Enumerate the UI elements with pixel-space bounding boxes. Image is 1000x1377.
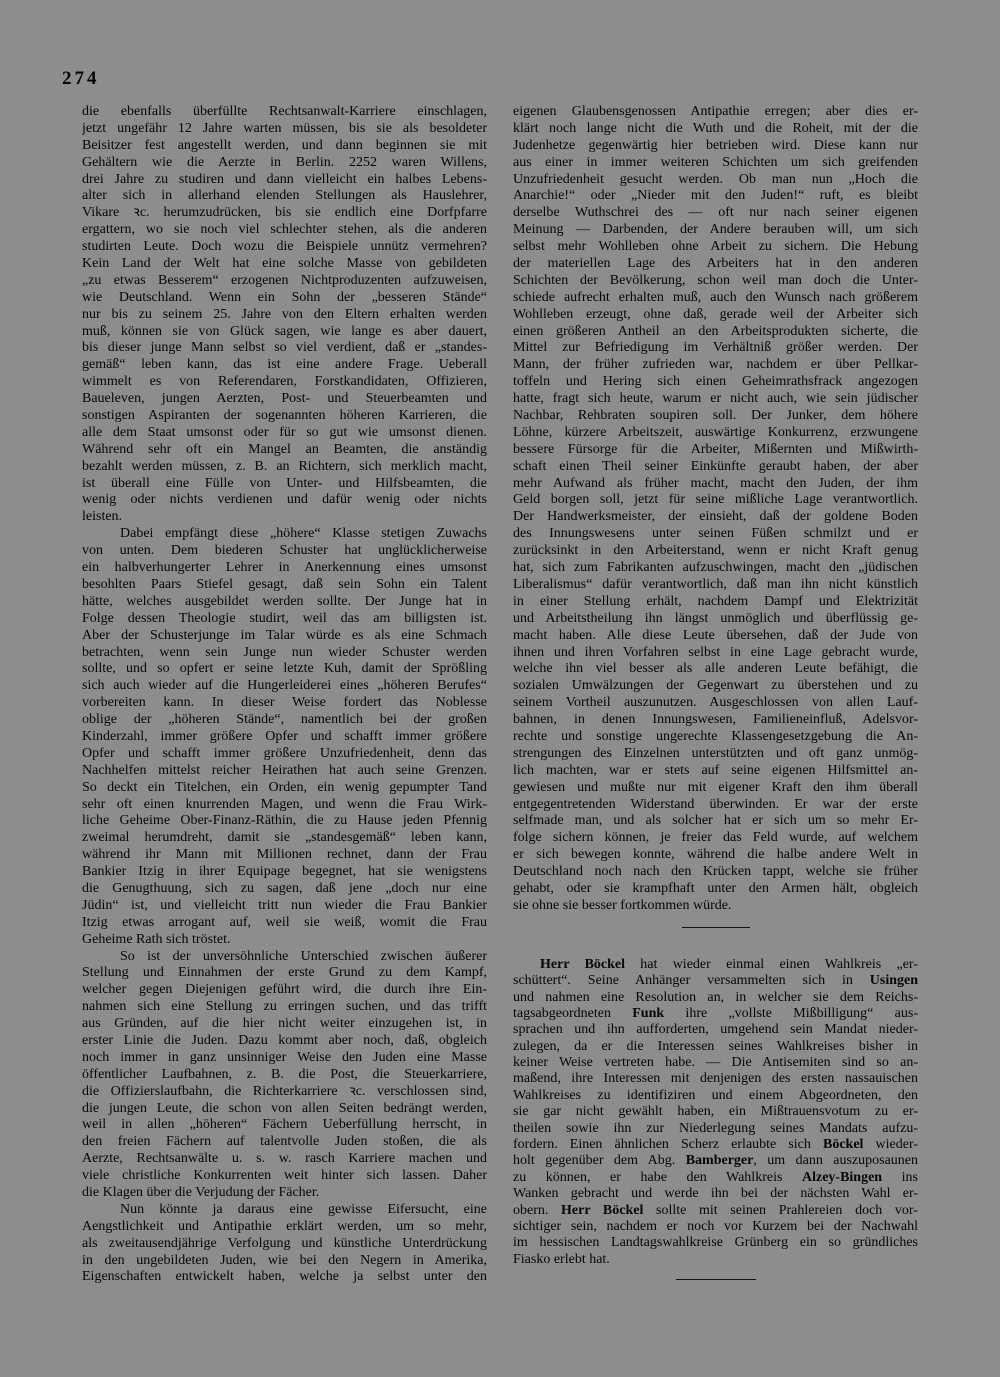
text-run: fordern. Einen ähnlichen Scherz erlaubte sich bbox=[513, 1137, 823, 1153]
text-line: rechte und sonstige ungerechte Klassengesetzgebung die An- bbox=[513, 728, 918, 744]
text-line: bahnen, in denen Innungswesen, Familieneinfluß, Adelsvor- bbox=[513, 712, 918, 728]
emphasized-name: Usingen bbox=[869, 973, 918, 989]
text-line: besohlten Paars Stiefel gesagt, daß sein Sohn ein Talent bbox=[82, 576, 487, 592]
text-line: gehabt, oder sie krampfhaft unter den Armen hält, obgleich bbox=[513, 880, 918, 896]
text-line: Itzig etwas arrogant auf, weil sie weiß, womit die Frau bbox=[82, 914, 487, 930]
text-line: alter sich in allerhand elenden Stellungen als Hauslehrer, bbox=[82, 188, 487, 204]
text-line: Wohlleben erzeugt, ohne daß, gerade weil der Arbeiter sich bbox=[513, 306, 918, 322]
text-line: Fiasko erlebt hat. bbox=[513, 1251, 610, 1267]
text-line: Opfer und schafft immer größere Unzufriedenheit, denn das bbox=[82, 745, 487, 761]
text-line: betrachten, wenn sein Junge nun wieder Schuster werden bbox=[82, 644, 487, 660]
text-line: die jungen Leute, die schon von allen Seiten bedrängt werden, bbox=[82, 1100, 487, 1116]
text-line: selbst mehr Wohlleben ohne Arbeit zu sichern. Die Hebung bbox=[513, 239, 918, 255]
text-line: Der Handwerksmeister, der einsieht, daß der goldene Boden bbox=[513, 509, 918, 525]
text-line: zweimal herumdreht, damit sie „standesgemäß“ leben kann, bbox=[82, 830, 487, 846]
text-line: welcher gegen Diejenigen geführt wird, die durch ihre Ein- bbox=[82, 982, 487, 998]
text-run: tagsabgeordneten bbox=[513, 1005, 633, 1021]
text-line: Unzufriedenheit gesucht werden. Ob man nun „Hoch die bbox=[513, 171, 918, 187]
text-line: macht haben. Alle diese Leute übersehen, daß der Jude von bbox=[513, 627, 918, 643]
text-line: die ebenfalls überfüllte Rechtsanwalt-Karriere einschlagen, bbox=[82, 104, 487, 119]
text-line: in den ungebildeten Juden, wie bei den Negern in Amerika, bbox=[82, 1252, 487, 1268]
emphasized-name: Bamberger bbox=[685, 1153, 754, 1169]
text-run: ihre „vollste Mißbilligung“ aus- bbox=[664, 1005, 918, 1021]
text-line: Baueleven, jungen Aerzten, Post- und Steuerbeamten und bbox=[82, 391, 487, 407]
text-line: leisten. bbox=[82, 509, 123, 525]
text-line bbox=[513, 1170, 918, 1186]
text-line: So deckt ein Titelchen, ein Orden, ein wenig gepumpter Tand bbox=[82, 779, 487, 795]
text-line: Schichten der Bevölkerung, schon weil man doch die Unter- bbox=[513, 272, 918, 288]
text-line: sehr oft einen knurrenden Magen, und wenn die Frau Wirk- bbox=[82, 796, 487, 812]
text-line: während ihr Mann mit Millionen rechnet, dann der Frau bbox=[82, 847, 487, 863]
text-line: sie gar nicht gewählt haben, ein Mißtrauensvotum zu er- bbox=[513, 1104, 918, 1120]
text-line: Beisitzer fest angestellt werden, und dann beginnen sie mit bbox=[82, 137, 487, 153]
text-line: noch immer in ganz unsinniger Weise den Juden eine Masse bbox=[82, 1049, 487, 1065]
text-run: sollte mit seinen Prahlereien doch vor- bbox=[643, 1202, 918, 1218]
text-line: seinem Vortheil auszunutzen. Ausgeschlossen von allen Lauf- bbox=[513, 695, 918, 711]
text-line: bessere Fürsorge für die Arbeiter, Mißernten und Mißwirth- bbox=[513, 441, 918, 457]
text-line: in einer Stellung erhält, nachdem Dampf und Elektrizität bbox=[513, 593, 918, 609]
text-line: öffentlicher Laufbahnen, z. B. die Post, die Steuerkarriere, bbox=[82, 1066, 487, 1082]
paragraph bbox=[82, 1202, 487, 1286]
text-line: jetzt ungefähr 12 Jahre warten müssen, bis sie als besoldeter bbox=[82, 120, 487, 136]
text-line: im hessischen Landtagswahlkreise Grünberg ein so gründliches bbox=[513, 1235, 918, 1251]
text-line: zurücksinkt in den Arbeiterstand, wenn er nicht Kraft genug bbox=[513, 543, 918, 559]
text-run: holt gegenüber dem Abg. bbox=[513, 1153, 686, 1169]
text-line: entgegentretenden Widerstand überwinden. Er war der erste bbox=[513, 796, 918, 812]
text-line: gemäß“ leben kann, das ist eine andere Frage. Ueberall bbox=[82, 357, 487, 373]
text-line: Wahlkreises zu identifiziren und einem Abgeordneten, den bbox=[513, 1087, 918, 1103]
text-line: klärt noch lange nicht die Wuth und die Roheit, mit der die bbox=[513, 120, 918, 136]
section-divider bbox=[676, 1279, 756, 1280]
text-line: folge sichern können, je freier das Feld wurde, auf welchem bbox=[513, 830, 918, 846]
text-line: zulegen, da er die Interessen seines Wahlkreises bisher in bbox=[513, 1038, 918, 1054]
text-line: sollte, und so opfert er seine letzte Kuh, damit der Sprößling bbox=[82, 661, 487, 677]
text-line: Folge dessen Theologie studirt, weil das am billigsten ist. bbox=[82, 610, 487, 626]
text-line: Nachbar, Rehbraten soupiren soll. Der Junker, dem höhere bbox=[513, 408, 918, 424]
text-line bbox=[513, 1203, 918, 1219]
paragraph bbox=[82, 526, 487, 948]
text-run: obern. bbox=[513, 1202, 562, 1218]
text-line: alle dem Staat umsonst oder für so gut wie umsonst dienen. bbox=[82, 424, 487, 440]
section-divider bbox=[682, 927, 750, 928]
text-line bbox=[513, 1006, 918, 1022]
text-line: hätte, welches ausgebildet werden sollte. Der Junge hat in bbox=[82, 593, 487, 609]
text-line: Geld borgen soll, jetzt für seine mißliche Lage verantwortlich. bbox=[513, 492, 918, 508]
text-line: sich auch wieder auf die Hungerleiderei eines „höheren Berufes“ bbox=[82, 678, 487, 694]
text-line: ist überall eine Fülle von Unter- und Hilfsbeamten, die bbox=[82, 475, 487, 491]
text-line: vorbereiten kann. In dieser Weise fordert das Noblesse bbox=[82, 695, 487, 711]
text-run: zu können, er habe den Wahlkreis bbox=[513, 1169, 802, 1185]
news-item-paragraph bbox=[513, 957, 918, 1268]
text-line: toffeln und Hering sich einen Geheimrathsfrack angezogen bbox=[513, 374, 918, 390]
emphasized-name: Alzey-Bingen bbox=[801, 1169, 883, 1185]
text-line: wenig oder nichts verdienen und dafür wenig oder nichts bbox=[82, 492, 487, 508]
text-line: liche Geheime Ober-Finanz-Räthin, die zu Hause jeden Pfennig bbox=[82, 813, 487, 829]
text-line: strengungen des Einzelnen unterstützten und oft ganz unmög- bbox=[513, 745, 918, 761]
text-line: Aber der Schusterjunge im Talar würde es als eine Schmach bbox=[82, 627, 487, 643]
left-column bbox=[82, 104, 487, 1286]
text-line: sozialen Umwälzungen der Gegenwart zu überstehen und zu bbox=[513, 678, 918, 694]
text-line: nur bis zu seinem 25. Jahre von den Eltern erhalten werden bbox=[82, 306, 487, 322]
emphasized-name: Böckel bbox=[822, 1137, 864, 1153]
text-line bbox=[513, 957, 918, 973]
text-line: Dabei empfängt diese „höhere“ Klasse stetigen Zuwachs bbox=[120, 526, 487, 542]
text-line: Mann, der früher zufrieden war, nachdem er über Pellkar- bbox=[513, 357, 918, 373]
text-line: sichtiger sein, nachdem er noch vor Kurzem bei der Nachwahl bbox=[513, 1219, 918, 1234]
text-line: Nachhelfen mittelst reicher Heirathen hat auch seine Grenzen. bbox=[82, 762, 487, 778]
right-column bbox=[513, 104, 918, 1280]
text-line: viele christliche Konkurrenten weit hinter sich lassen. Daher bbox=[82, 1168, 487, 1184]
text-line: Judenhetze gegenwärtig hier betrieben wird. Diese kann nur bbox=[513, 137, 918, 153]
text-line: derselbe Wuthschrei des — oft nur nach seiner eigenen bbox=[513, 205, 918, 221]
text-line: von unten. Dem biederen Schuster hat unglücklicherweise bbox=[82, 543, 487, 559]
text-line: und nahmen eine Resolution an, in welcher sie dem Reichs- bbox=[513, 989, 918, 1005]
text-line: Gehältern wie die Aerzte in Berlin. 2252 waren Willens, bbox=[82, 154, 487, 170]
text-line: Mittel zur Befriedigung im Verhältniß größer werden. Der bbox=[513, 340, 918, 356]
text-line: mehr Aufwand als früher macht, macht den Juden, der ihm bbox=[513, 475, 918, 491]
text-line: Deutschland noch nach den Krücken tappt, welche sie früher bbox=[513, 864, 918, 880]
text-line: die Genugthuung, sich zu sagen, daß jene „doch nur eine bbox=[82, 880, 487, 896]
text-line: keiner Weise vertreten habe. — Die Antisemiten sind so an- bbox=[513, 1055, 918, 1071]
text-line: drei Jahre zu studiren und dann vielleicht ein halbes Lebens- bbox=[82, 171, 487, 187]
text-line: hatte, fragt sich heute, warum er nicht auch, wie sein jüdischer bbox=[513, 391, 918, 407]
text-line: Aerzte, Rechtsanwälte u. s. w. rasch Karriere machen und bbox=[82, 1151, 487, 1167]
text-line: bis dieser junge Mann selbst so viel verdient, daß er „standes- bbox=[82, 340, 487, 356]
text-line: Kein Land der Welt hat eine solche Masse von gebildeten bbox=[82, 256, 487, 272]
text-line: aus Gründen, auf die hier nicht weiter einzugehen ist, in bbox=[82, 1016, 487, 1032]
text-line: hat, sich zum Fabrikanten aufzuschwingen, macht den „jüdischen bbox=[513, 560, 918, 576]
text-line: selfmade man, und als solcher hat er sich um so mehr Er- bbox=[513, 813, 918, 829]
text-line: erster Linie die Juden. Dazu kommt aber noch, daß, obgleich bbox=[82, 1032, 487, 1048]
text-run: schüttert“. Seine Anhänger versammelten sich in bbox=[513, 973, 870, 989]
text-line: Vikare ꝛc. herumzudrücken, bis sie endlich eine Dorfpfarre bbox=[82, 205, 487, 221]
text-line: weil in allen „höheren“ Fächern Ueberfüllung herrscht, in bbox=[82, 1117, 487, 1133]
text-run: wieder- bbox=[863, 1137, 918, 1153]
text-line: maßend, ihre Interessen mit denjenigen des ersten nassauischen bbox=[513, 1071, 918, 1087]
text-line: Stellung und Einnahmen der erste Grund zu dem Kampf, bbox=[82, 965, 487, 981]
text-line: nahmen sich eine Stellung zu erringen suchen, und das trifft bbox=[82, 999, 487, 1015]
text-line: Wanken gebracht und werde ihn bei der nächsten Wahl er- bbox=[513, 1186, 918, 1202]
text-line: der materiellen Lage des Arbeiters hat in den anderen bbox=[513, 256, 918, 272]
text-line bbox=[513, 1153, 918, 1169]
text-line: So ist der unversöhnliche Unterschied zwischen äußerer bbox=[120, 948, 487, 964]
text-line: wie Deutschland. Wenn ein Sohn der „besseren Stände“ bbox=[82, 289, 487, 305]
text-line: als zweitausendjährige Verfolgung und künstliche Unterdrückung bbox=[82, 1235, 487, 1251]
text-line: Während sehr oft ein Mangel an Beamten, die anständig bbox=[82, 441, 487, 457]
text-line: eigenen Glaubensgenossen Antipathie erregen; aber dies er- bbox=[513, 104, 918, 119]
text-line: Aengstlichkeit und Antipathie erklärt werden, um so mehr, bbox=[82, 1218, 487, 1234]
text-line: sie ohne sie besser fortkommen würde. bbox=[513, 897, 732, 913]
text-line: die Klagen über die Verjudung der Fächer. bbox=[82, 1185, 320, 1200]
text-line: Kinderzahl, immer größere Opfer und schafft immer größere bbox=[82, 728, 487, 744]
text-run: ins bbox=[882, 1169, 918, 1185]
text-line: aus einer in immer weiteren Schichten um sich greifenden bbox=[513, 154, 918, 170]
text-line: muß, können sie von Glück sagen, wie lange es aber dauert, bbox=[82, 323, 487, 339]
text-line: Anarchie!“ oder „Nieder mit den Juden!“ ruft, es bleibt bbox=[513, 188, 918, 204]
emphasized-name: Herr Böckel bbox=[561, 1202, 644, 1218]
text-line: er sich bewegen konnte, während die halbe andere Welt in bbox=[513, 847, 918, 863]
text-line: theilen sowie ihn zur Niederlegung seines Mandats aufzu- bbox=[513, 1120, 918, 1136]
page-number: 274 bbox=[62, 68, 100, 89]
text-run: hat wieder einmal einen Wahlkreis „er- bbox=[625, 956, 918, 972]
text-line: wimmelt es von Referendaren, Forstkandidaten, Offizieren, bbox=[82, 374, 487, 390]
text-line: Liberalismus“ dafür verantwortlich, daß man ihn nicht künstlich bbox=[513, 576, 918, 592]
text-line: Jüdin“ ist, und vielleicht tritt nun wieder die Frau Bankier bbox=[82, 897, 487, 913]
text-line: Nun könnte ja daraus eine gewisse Eifersucht, eine bbox=[120, 1201, 487, 1217]
text-line: einen größeren Antheil an den Arbeitsprodukten sicherte, die bbox=[513, 323, 918, 339]
text-line: „zu etwas Besserem“ erzogenen Nichtproduzenten aufzuweisen, bbox=[82, 272, 487, 288]
text-line: gewiesen und mußte nur mit eigener Kraft den ihm überall bbox=[513, 779, 918, 795]
text-line: die Offizierslaufbahn, die Richterkarriere ꝛc. verschlossen sind, bbox=[82, 1083, 487, 1099]
text-line: bezahlt werden müssen, z. B. an Richtern, sich merklich macht, bbox=[82, 458, 487, 474]
text-line bbox=[513, 1137, 918, 1153]
text-line: oblige der „höheren Stände“, namentlich bei der großen bbox=[82, 712, 487, 728]
text-line: studirten Leute. Doch wozu die Beispiele unnütz vermehren? bbox=[82, 239, 487, 255]
paragraph bbox=[82, 949, 487, 1202]
text-line: schiede aufrecht erhalten muß, auch den Wunsch nach größerem bbox=[513, 289, 918, 305]
text-line: ergattern, wo sie noch viel schlechter stehen, als die anderen bbox=[82, 222, 487, 238]
emphasized-name: Funk bbox=[632, 1005, 665, 1021]
text-line: Bankier Itzig in ihrer Equipage begegnet, hat sie wenigstens bbox=[82, 864, 487, 880]
text-line: Geheime Rath sich tröstet. bbox=[82, 931, 231, 947]
text-line: Eigenschaften entwickelt haben, welche ja selbst unter den bbox=[82, 1269, 487, 1285]
text-line: und Arbeitstheilung ihn längst unmöglich und überflüssig ge- bbox=[513, 610, 918, 626]
text-line: lich machten, war er stets auf seine eigenen Hilfsmittel an- bbox=[513, 762, 918, 778]
text-line: sprachen und ihn aufforderten, umgehend sein Mandat nieder- bbox=[513, 1022, 918, 1038]
text-line: ein halbverhungerter Lehrer in Anerkennung eines umsonst bbox=[82, 560, 487, 576]
paragraph bbox=[82, 104, 487, 526]
text-line: sonstigen Aspiranten der sogenannten höheren Karrieren, die bbox=[82, 408, 487, 424]
text-line: welche ihn viel besser als alle anderen Leute befähigt, die bbox=[513, 661, 918, 677]
text-line bbox=[513, 973, 918, 989]
paragraph bbox=[513, 104, 918, 915]
text-line: des Innungswesens unter seinen Füßen schmilzt und er bbox=[513, 526, 918, 542]
text-line: den freien Fächern auf talentvolle Juden stoßen, die als bbox=[82, 1134, 487, 1150]
emphasized-name: Herr Böckel bbox=[540, 956, 626, 972]
text-line: Löhne, kürzere Arbeitszeit, auswärtige Konkurrenz, erzwungene bbox=[513, 424, 918, 440]
text-run: , um dann auszuposaunen bbox=[753, 1153, 918, 1169]
text-line: schaft einen Theil seiner Einkünfte geraubt haben, der aber bbox=[513, 458, 918, 474]
text-line: Meinung — Darbenden, der Andere berauben will, um sich bbox=[513, 222, 918, 238]
text-line: ihnen und ihren Vorfahren selbst in eine Lage gebracht wurde, bbox=[513, 644, 918, 660]
